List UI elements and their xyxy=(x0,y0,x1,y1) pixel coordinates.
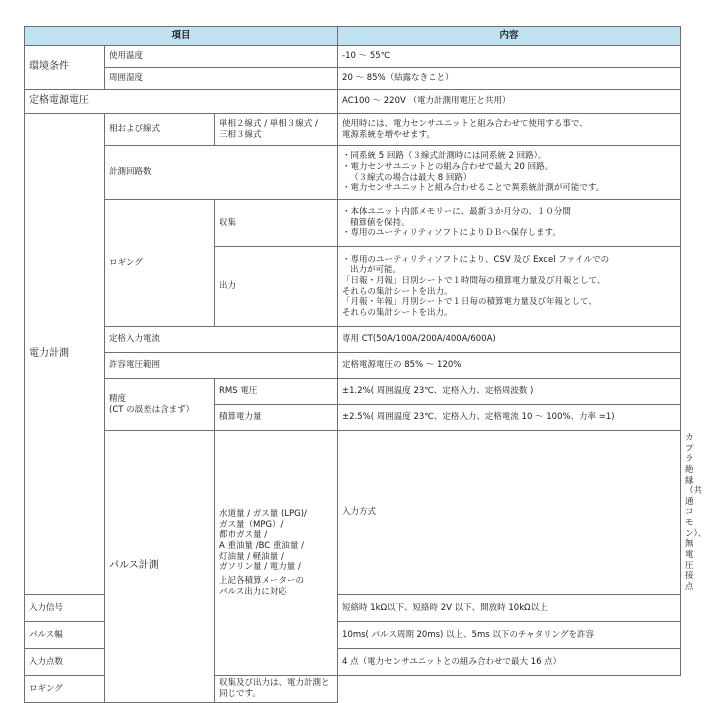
pulse-width-label: パルス幅 xyxy=(25,622,105,649)
pulse-input-method-label: 入力方式 xyxy=(338,431,681,595)
power-input-current-label: 定格入力電流 xyxy=(105,327,338,353)
spec-table-container xyxy=(24,26,706,703)
env-humidity-value: 20 ～ 85%（結露なきこと） xyxy=(338,68,681,90)
table-row: パルス計測 水道量 / ガス量 (LPG)/ ガス量（MPG）/ 都市ガス量 / A 重油量 /BC 重油量 / 灯油量 / 軽油量 / ガソリン量 / 電力量 / 上記各積算メーターの パルス出力に対応 入力方式 カプラ絶縁（共通コモン）、無電圧接点 xyxy=(25,431,681,595)
pulse-width-value: 10ms( パルス周期 20ms) 以上、5ms 以下のチャタリングを許容 xyxy=(338,622,681,649)
category-power: 電力計測 xyxy=(25,114,105,595)
header-item: 項目 xyxy=(25,27,338,46)
category-env: 環境条件 xyxy=(25,46,105,90)
pulse-logging-value: 収集及び出力は、電力計測と同じです。 xyxy=(215,676,338,702)
table-row xyxy=(25,676,681,702)
power-accuracy-label: 精度 (CT の誤差は含まず） xyxy=(105,379,215,431)
pulse-logging-label: ロギング xyxy=(25,676,215,702)
env-temp-label: 使用温度 xyxy=(105,46,338,68)
power-phase-sub: 単相２線式 / 単相３線式 / 三相３線式 xyxy=(215,114,338,146)
power-energy-value: ±2.5%( 周囲温度 23℃、定格入力、定格電流 10 ～ 100%、力率 =1) xyxy=(338,405,681,431)
table-row xyxy=(25,146,681,200)
pulse-input-signal-label: 入力信号 xyxy=(25,595,105,622)
table-row xyxy=(25,200,681,247)
pulse-input-points-value: 4 点（電力センサユニットとの組み合わせで最大 16 点） xyxy=(338,649,681,676)
power-output-value: ・専用のユーティリティソフトにより、CSV 及び Excel ファイルでの 出力が可能。 「日報・月報」日別シートで１時間毎の積算電力量及び月報として、 それらの集計シートを出力。 「月報・年報」月別シートで１日毎の積算電力量及び年報として、 それらの集計シートを出力。 xyxy=(338,247,681,327)
power-phase-label: 相および線式 xyxy=(105,114,215,146)
pulse-input-points-label: 入力点数 xyxy=(25,649,105,676)
category-pulse: パルス計測 xyxy=(105,431,215,703)
power-energy-label: 積算電力量 xyxy=(215,405,338,431)
power-rms-label: RMS 電圧 xyxy=(215,379,338,405)
power-voltage-range-label: 許容電圧範囲 xyxy=(105,353,338,379)
table-row xyxy=(25,353,681,379)
power-rms-value: ±1.2%( 周囲温度 23℃、定格入力、定格周波数 ) xyxy=(338,379,681,405)
power-voltage-range-value: 定格電源電圧の 85% ～ 120% xyxy=(338,353,681,379)
table-row xyxy=(25,68,681,90)
power-collect-value: ・本体ユニット内部メモリーに、最新３か月分の、１０分間 積算値を保持。 ・専用のユーティリティソフトによりＤＢへ保存します。 xyxy=(338,200,681,247)
table-row xyxy=(25,114,681,146)
table-row xyxy=(25,90,681,114)
power-logging-label: ロギング xyxy=(105,200,215,327)
pulse-types-label: 水道量 / ガス量 (LPG)/ ガス量（MPG）/ 都市ガス量 / A 重油量 /BC 重油量 / 灯油量 / 軽油量 / ガソリン量 / 電力量 / 上記各積算メーターの パルス出力に対応 xyxy=(215,431,338,676)
power-circuits-value: ・同系統 5 回路（３線式計測時には同系統 2 回路）。 ・電力センサユニットとの組み合わせで最大 20 回路。 （３線式の場合は最大 8 回路） ・電力センサユニットと組み合わせることで異系統計測が可能です。 xyxy=(338,146,681,200)
spec-table xyxy=(24,26,706,703)
rated-voltage-value: AC100 ～ 220V （電力計測用電圧と共用） xyxy=(338,90,681,114)
power-output-label: 出力 xyxy=(215,247,338,327)
table-row xyxy=(25,327,681,353)
table-header-row xyxy=(25,27,681,46)
power-collect-label: 収集 xyxy=(215,200,338,247)
table-row xyxy=(25,379,681,405)
power-circuits-label: 計測回路数 xyxy=(105,146,338,200)
header-content: 内容 xyxy=(338,27,681,46)
power-input-current-value: 専用 CT(50A/100A/200A/400A/600A) xyxy=(338,327,681,353)
env-temp-value: -10 ～ 55℃ xyxy=(338,46,681,68)
env-humidity-label: 周囲湿度 xyxy=(105,68,338,90)
rated-voltage-label: 定格電源電圧 xyxy=(25,90,338,114)
pulse-input-signal-value: 短絡時 1kΩ以下、短絡時 2V 以下、開放時 10kΩ以上 xyxy=(338,595,681,622)
power-phase-value: 使用時には、電力センサユニットと組み合わせて使用する事で、 電源系統を増やせます。 xyxy=(338,114,681,146)
table-row xyxy=(25,46,681,68)
